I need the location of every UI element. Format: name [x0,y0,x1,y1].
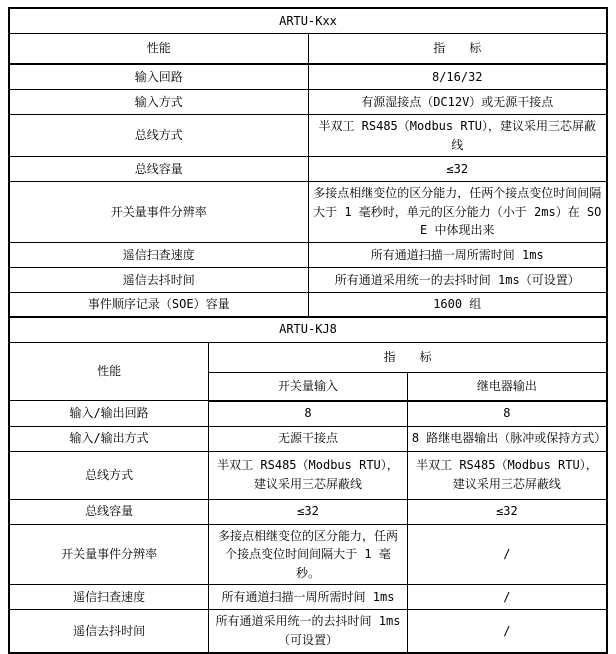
spec-value-input: 8 [209,401,408,427]
table-row [10,451,606,499]
spec-value: 1600 组 [308,292,606,315]
table-row [10,585,606,610]
table-row [10,157,606,182]
spec-label: 总线容量 [10,157,308,182]
spec-label: 遥信扫查速度 [10,242,308,267]
spec-value-input: 所有通道采用统一的去抖时间 1ms（可设置） [209,610,408,652]
spec-value: ≤32 [308,157,606,182]
table-row [10,242,606,267]
spec-value-output: / [407,610,606,652]
table-row [10,182,606,243]
spec-label: 事件顺序记录（SOE）容量 [10,292,308,315]
spec-value: 有源湿接点（DC12V）或无源干接点 [308,90,606,115]
table-header-row [10,342,606,372]
spec-label: 总线方式 [10,451,209,499]
spec-value: 所有通道采用统一的去抖时间 1ms（可设置） [308,267,606,292]
table2-title: ARTU-KJ8 [10,317,606,343]
spec-value-input: 多接点相继变位的区分能力，任两个接点变位时间间隔大于 1 毫秒。 [209,524,408,585]
table-row [10,610,606,652]
table-row [10,292,606,315]
table-title-row [10,9,606,34]
header-performance: 性能 [10,342,209,401]
spec-value: 8/16/32 [308,64,606,90]
spec-value-input: ≤32 [209,499,408,524]
table-row [10,64,606,90]
spec-value-output: / [407,585,606,610]
table-header-row [10,34,606,65]
table-title-row [10,317,606,343]
spec-value: 半双工 RS485（Modbus RTU），建议采用三芯屏蔽线 [308,115,606,157]
header-indicator: 指 标 [308,34,606,65]
table-row [10,499,606,524]
artu-kj8-table [10,316,606,652]
spec-value-output: / [407,524,606,585]
spec-value-output: 半双工 RS485（Modbus RTU），建议采用三芯屏蔽线 [407,451,606,499]
spec-label: 输入/输出方式 [10,426,209,451]
spec-value-input: 无源干接点 [209,426,408,451]
spec-value-input: 半双工 RS485（Modbus RTU），建议采用三芯屏蔽线 [209,451,408,499]
spec-label: 遥信去抖时间 [10,610,209,652]
spec-value: 所有通道扫描一周所需时间 1ms [308,242,606,267]
spec-label: 输入回路 [10,64,308,90]
spec-label: 输入方式 [10,90,308,115]
header-indicator: 指 标 [209,342,606,372]
header-performance: 性能 [10,34,308,65]
table-row [10,401,606,427]
spec-value: 多接点相继变位的区分能力，任两个接点变位时间间隔大于 1 毫秒时，单元的区分能力（小于 2ms）在 SOE 中体现出来 [308,182,606,243]
spec-label: 输入/输出回路 [10,401,209,427]
spec-label: 遥信扫查速度 [10,585,209,610]
spec-value-output: 8 路继电器输出（脉冲或保持方式） [407,426,606,451]
spec-value-input: 所有通道扫描一周所需时间 1ms [209,585,408,610]
spec-label: 遥信去抖时间 [10,267,308,292]
subheader-switch-input: 开关量输入 [209,372,408,401]
artu-kxx-table [10,9,606,316]
spec-label: 总线方式 [10,115,308,157]
spec-sheet [8,7,608,654]
subheader-relay-output: 继电器输出 [407,372,606,401]
table-row [10,115,606,157]
table-row [10,267,606,292]
spec-value-output: ≤32 [407,499,606,524]
table-row [10,426,606,451]
table1-title: ARTU-Kxx [10,9,606,34]
table-row [10,524,606,585]
spec-label: 开关量事件分辨率 [10,524,209,585]
spec-label: 开关量事件分辨率 [10,182,308,243]
spec-label: 总线容量 [10,499,209,524]
spec-value-output: 8 [407,401,606,427]
table-row [10,90,606,115]
